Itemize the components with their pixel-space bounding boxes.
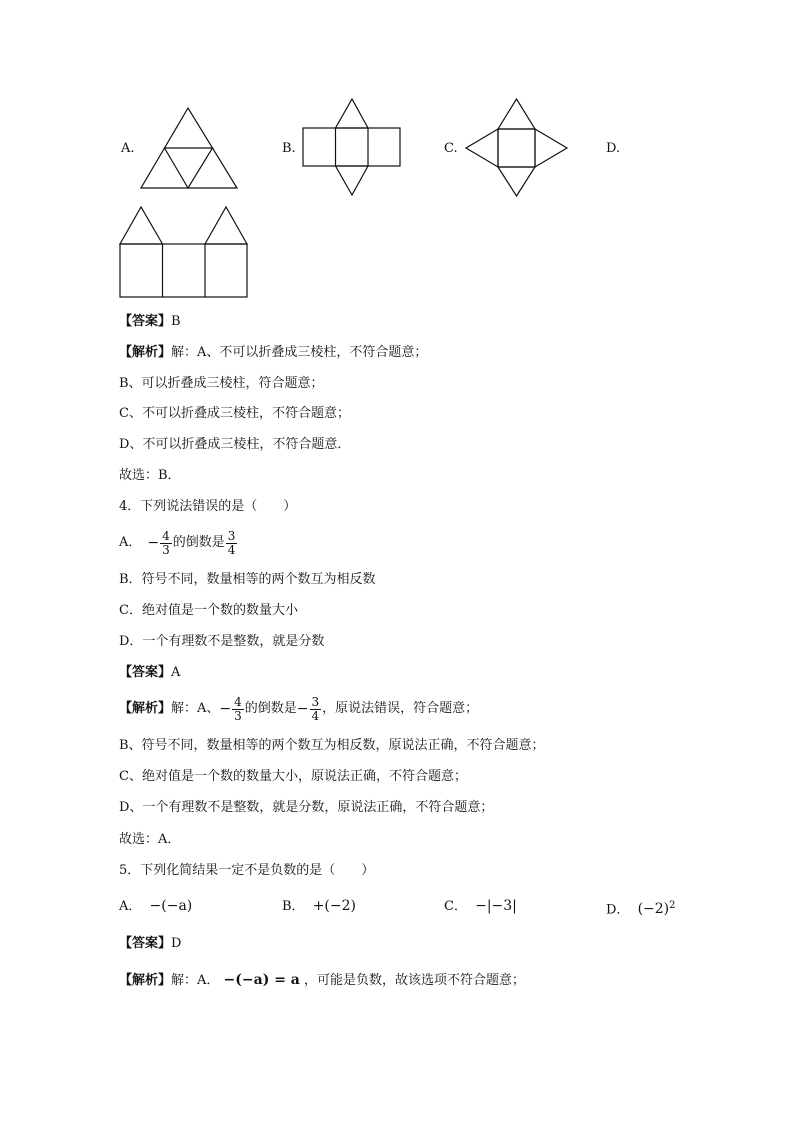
- q5-option-c: [444, 898, 517, 915]
- answer-value: B: [171, 314, 181, 329]
- answer-tag: 【答案】: [119, 936, 172, 951]
- minus-sign: −: [147, 535, 160, 551]
- option-label: D．: [606, 902, 630, 918]
- answer-value: A: [171, 665, 181, 680]
- answer-value: D: [171, 936, 182, 951]
- analysis-text: ，原说法错误，符合题意；: [322, 701, 479, 716]
- figure-option-b-label: B.: [282, 141, 296, 156]
- q5-option-d: [606, 898, 676, 918]
- analysis-text: 解：A．: [171, 973, 220, 988]
- minus-sign: −: [296, 701, 309, 717]
- option-expression: +(−2): [312, 898, 356, 914]
- q4-option-c: C．绝对值是一个数的数量大小: [119, 603, 298, 618]
- fraction-denominator: 3: [162, 542, 170, 557]
- option-expression: −(−a): [149, 898, 193, 914]
- option-label: C．: [444, 899, 467, 914]
- q4-option-b: B．符号不同，数量相等的两个数互为相反数: [119, 572, 376, 587]
- q5-stem: 5．下列化简结果一定不是负数的是（ ）: [119, 863, 375, 878]
- q5-option-b: [282, 898, 356, 915]
- q4-analysis-line-4: D、一个有理数不是整数，就是分数，原说法正确，不符合题意；: [119, 800, 494, 815]
- fraction-numerator: 4: [234, 694, 242, 709]
- q4-option-a: [119, 524, 238, 562]
- q4-answer: [119, 665, 180, 681]
- fraction: [226, 530, 238, 557]
- q4-analysis-line-3: C、绝对值是一个数的数量大小，原说法正确，不符合题意；: [119, 769, 467, 784]
- option-label: B．: [282, 899, 305, 914]
- q3-analysis-line-1: [119, 345, 427, 361]
- analysis-text: ，可能是负数，故该选项不符合题意；: [304, 973, 526, 988]
- net-figure-c: [465, 98, 569, 198]
- option-expression: (−2): [637, 901, 670, 918]
- analysis-text: 解：A、: [171, 701, 220, 716]
- answer-tag: 【答案】: [119, 665, 172, 680]
- q5-option-a: [119, 898, 192, 915]
- fraction-denominator: 4: [311, 708, 320, 723]
- figure-option-c-label: C.: [444, 141, 458, 156]
- analysis-expression: −(−a) = a: [223, 972, 300, 988]
- q4-analysis-line-5: 故选：A．: [119, 832, 181, 847]
- exponent: 2: [669, 900, 676, 911]
- fraction-numerator: 3: [227, 528, 236, 543]
- q4-analysis-line-2: B、符号不同，数量相等的两个数互为相反数，原说法正确，不符合题意；: [119, 738, 545, 753]
- option-a-text: 的倒数是: [172, 535, 225, 550]
- fraction-numerator: 3: [311, 694, 320, 709]
- q3-analysis-line-5: 故选：B．: [119, 468, 181, 483]
- answer-tag: 【答案】: [119, 314, 172, 329]
- option-label: A．: [119, 899, 142, 914]
- q4-analysis-line-1: [119, 690, 478, 728]
- figure-option-d-label: D.: [606, 141, 621, 156]
- q3-analysis-line-3: C、不可以折叠成三棱柱，不符合题意；: [119, 406, 350, 421]
- fraction-numerator: 4: [162, 528, 170, 543]
- analysis-text: 的倒数是: [244, 701, 297, 716]
- option-label: A．: [119, 535, 142, 550]
- q4-stem: 4．下列说法错误的是（ ）: [119, 499, 297, 514]
- fraction: [310, 696, 322, 723]
- q3-answer: [119, 314, 181, 330]
- analysis-tag: 【解析】: [119, 701, 172, 716]
- q3-analysis-line-4: D、不可以折叠成三棱柱，不符合题意．: [119, 437, 351, 452]
- net-figure-a: [140, 107, 240, 189]
- fraction-denominator: 3: [234, 708, 242, 723]
- q4-option-d: D．一个有理数不是整数，就是分数: [119, 634, 325, 649]
- q3-analysis-line-2: B、可以折叠成三棱柱，符合题意；: [119, 376, 324, 391]
- analysis-tag: 【解析】: [119, 345, 172, 360]
- net-figure-d: [119, 206, 251, 299]
- fraction-denominator: 4: [227, 542, 236, 557]
- q5-answer: [119, 936, 181, 952]
- net-figure-b: [302, 98, 404, 198]
- q5-analysis-line-1: [119, 972, 525, 989]
- minus-sign: −: [219, 701, 232, 717]
- fraction: [160, 530, 172, 557]
- figure-option-a-label: A.: [121, 141, 135, 156]
- analysis-tag: 【解析】: [119, 973, 172, 988]
- option-expression: −|−3|: [475, 898, 517, 914]
- fraction: [232, 696, 244, 723]
- analysis-text: 解：A、不可以折叠成三棱柱，不符合题意；: [171, 345, 428, 360]
